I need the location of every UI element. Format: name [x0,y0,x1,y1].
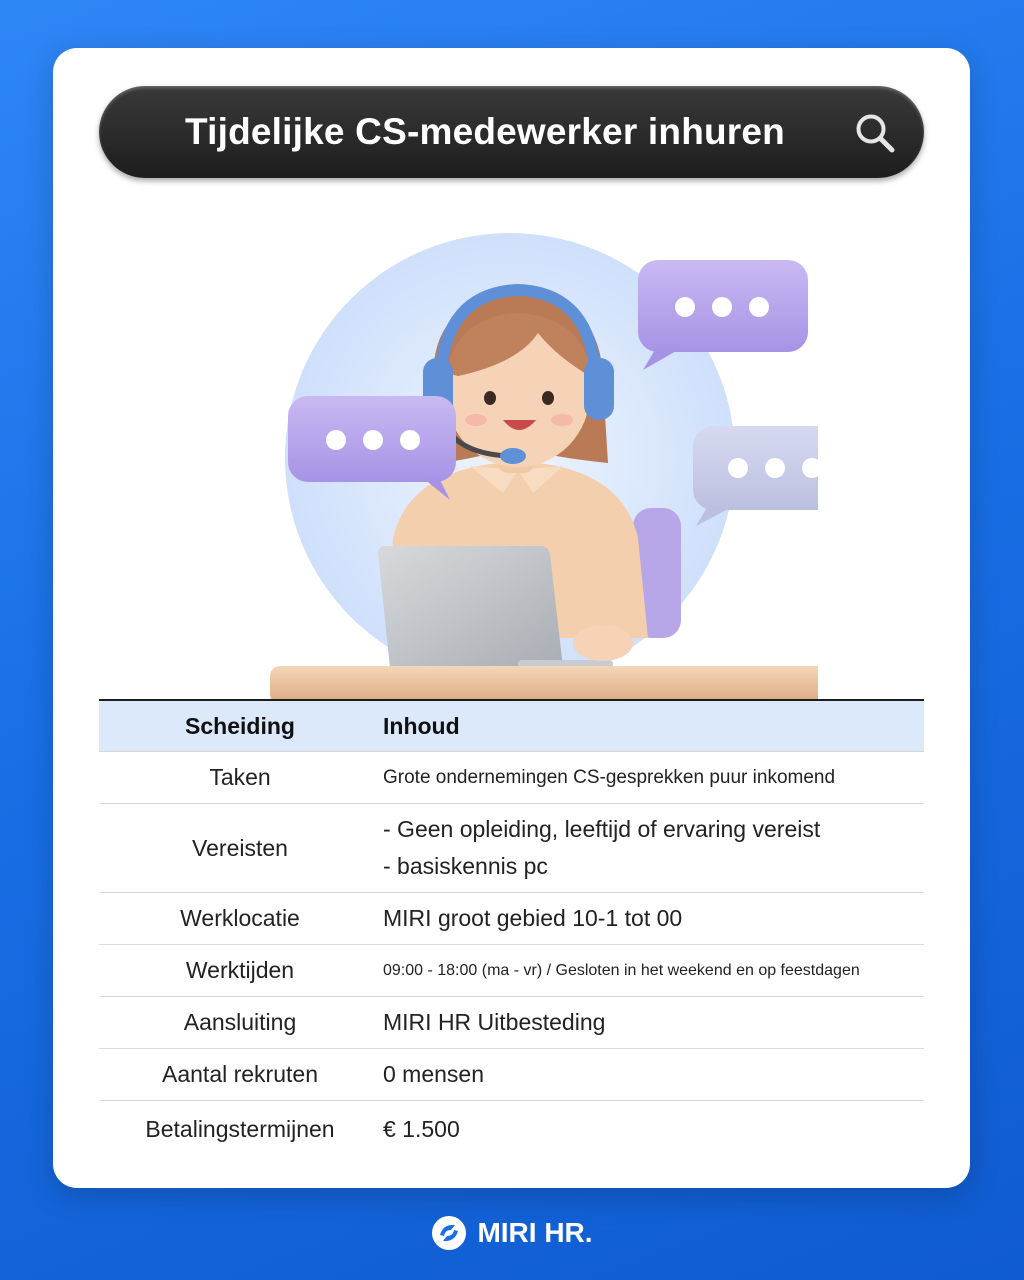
customer-service-agent-illustration [218,208,818,703]
job-details-table [99,699,924,1157]
search-bar[interactable] [99,86,924,178]
row-value: 0 mensen [381,1049,924,1101]
requirement-line: - Geen opleiding, leeftijd of ervaring vereist [383,816,821,842]
miri-logo-icon [431,1215,467,1251]
row-label: Betalingstermijnen [145,1115,335,1142]
search-title: Tijdelijke CS-medewerker inhuren [185,111,785,152]
requirement-line: - basiskennis pc [383,853,548,879]
row-value: € 1.500 [383,1115,460,1142]
row-value: 09:00 - 18:00 (ma - vr) / Gesloten in het weekend en op feestdagen [381,945,924,997]
chat-bubble-top-right [638,260,808,370]
row-label: Werklocatie [99,893,381,945]
table-row [99,893,924,945]
table-row [99,1101,924,1158]
row-label: Aantal rekruten [99,1049,381,1101]
column-header-inhoud: Inhoud [381,700,924,752]
search-icon[interactable] [852,110,898,156]
footer-brand-text: MIRI HR. [477,1217,593,1248]
desk [270,666,818,703]
table-row [99,804,924,893]
table-header-row [99,700,924,752]
job-card [53,48,970,1188]
table-row [99,752,924,804]
row-value: MIRI groot gebied 10-1 tot 00 [381,893,924,945]
row-value: MIRI HR Uitbesteding [381,997,924,1049]
row-label: Werktijden [99,945,381,997]
chat-bubble-right [693,426,818,526]
headset-ear-right [584,358,614,420]
row-label: Vereisten [99,804,381,893]
laptop [378,546,563,668]
row-value [381,804,924,893]
row-label: Taken [99,752,381,804]
footer-brand [0,1210,1024,1256]
column-header-scheiding: Scheiding [99,700,381,752]
table-row [99,997,924,1049]
table-row [99,945,924,997]
row-value: Grote ondernemingen CS-gesprekken puur inkomend [381,752,924,804]
table-row [99,1049,924,1101]
row-label: Aansluiting [99,997,381,1049]
